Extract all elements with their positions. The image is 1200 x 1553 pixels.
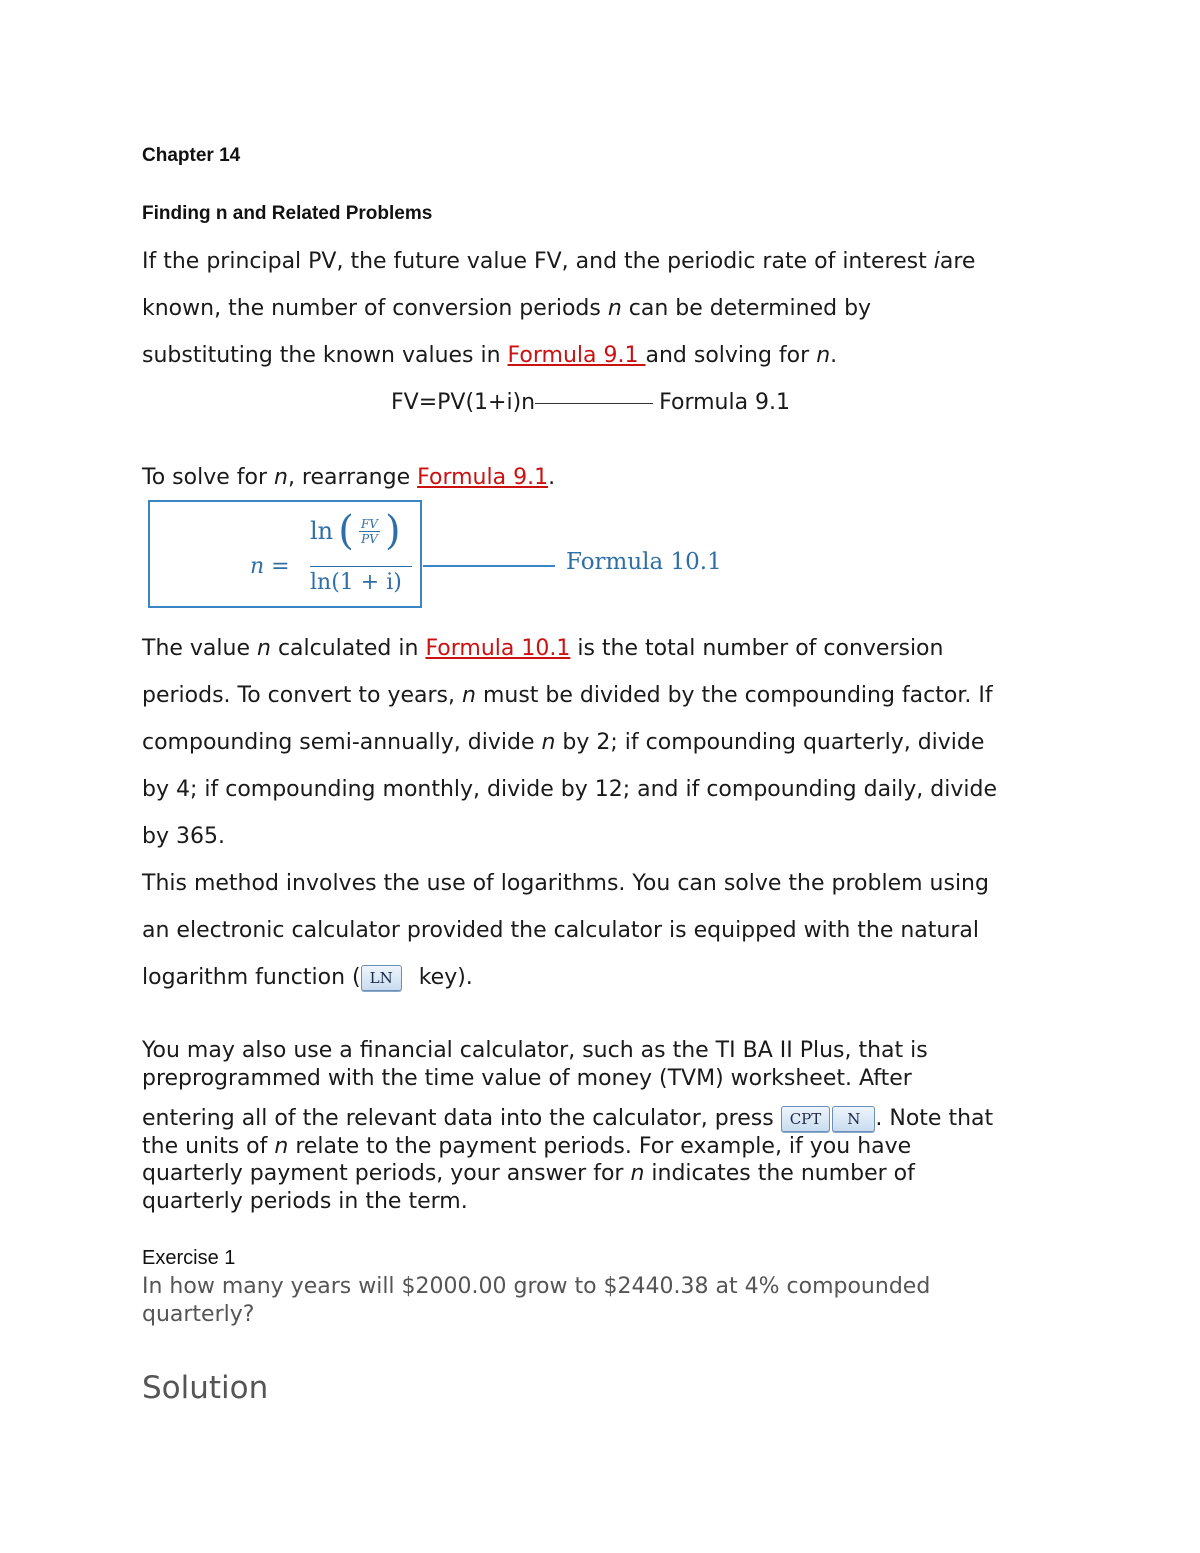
logarithm-paragraph: This method involves the use of logarithms. You can solve the problem using an electronic calculator provided the calculator is equipped with the natural logarithm function ( LN key). [142,871,989,990]
formula-fraction-bar [310,566,412,567]
financial-calculator-paragraph: You may also use a financial calculator, such as the TI BA II Plus, that is preprogrammed with the time value of money (TVM) worksheet. After entering all of the relevant data into the calculator, press CPT N . Note that the units of n relate to the payment periods. For example, if you have quarterly payment periods, your answer for n indicates the number of quarterly periods in the term. [142,1038,994,1214]
formula-9-1 [391,390,790,415]
rearrange-text: To solve for n, rearrange Formula 9.1. [142,465,556,490]
formula-9-1-expression: FV=PV(1+i)n [391,390,536,415]
formula-10-1-label: Formula 10.1 [566,549,722,575]
formula-n: n = [250,554,290,579]
formula-10-1-image [148,500,422,608]
exercise-question: In how many years will $2000.00 grow to $2440.38 at 4% compounded quarterly? [142,1274,931,1327]
intro-paragraph: If the principal PV, the future value FV, and the periodic rate of interest iare known, the number of conversion periods n can be determined by substituting the known values in Formula 9.1 and solving for n. [142,249,976,368]
ln-key-icon: LN [361,965,402,991]
formula-9-1-label: Formula 9.1 [659,390,791,415]
formula-numerator: ln ( $\frac{FV}{PV}$ ) [310,508,401,554]
formula-10-1-link[interactable]: Formula 10.1 [425,636,571,661]
n-key-icon: N [832,1106,875,1132]
conversion-paragraph: The value n calculated in Formula 10.1 is the total number of conversion periods. To convert to years, n must be divided by the compounding factor. If compounding semi-annually, divide n by 2; if compounding quarterly, divide by 4; if compounding monthly, divide by 12; and if compounding daily, divide by 365. [142,636,998,849]
section-heading: Finding n and Related Problems [142,203,433,224]
exercise-title: Exercise 1 [142,1247,236,1269]
chapter-heading: Chapter 14 [142,145,241,166]
formula-10-1-connector [423,565,555,567]
solution-heading: Solution [142,1370,269,1406]
formula-denominator: ln(1 + i) [310,570,402,595]
formula-connector-line [535,403,653,404]
formula-9-1-link[interactable]: Formula 9.1 [507,343,646,368]
cpt-key-icon: CPT [781,1106,831,1132]
formula-9-1-link-2[interactable]: Formula 9.1 [417,465,549,490]
